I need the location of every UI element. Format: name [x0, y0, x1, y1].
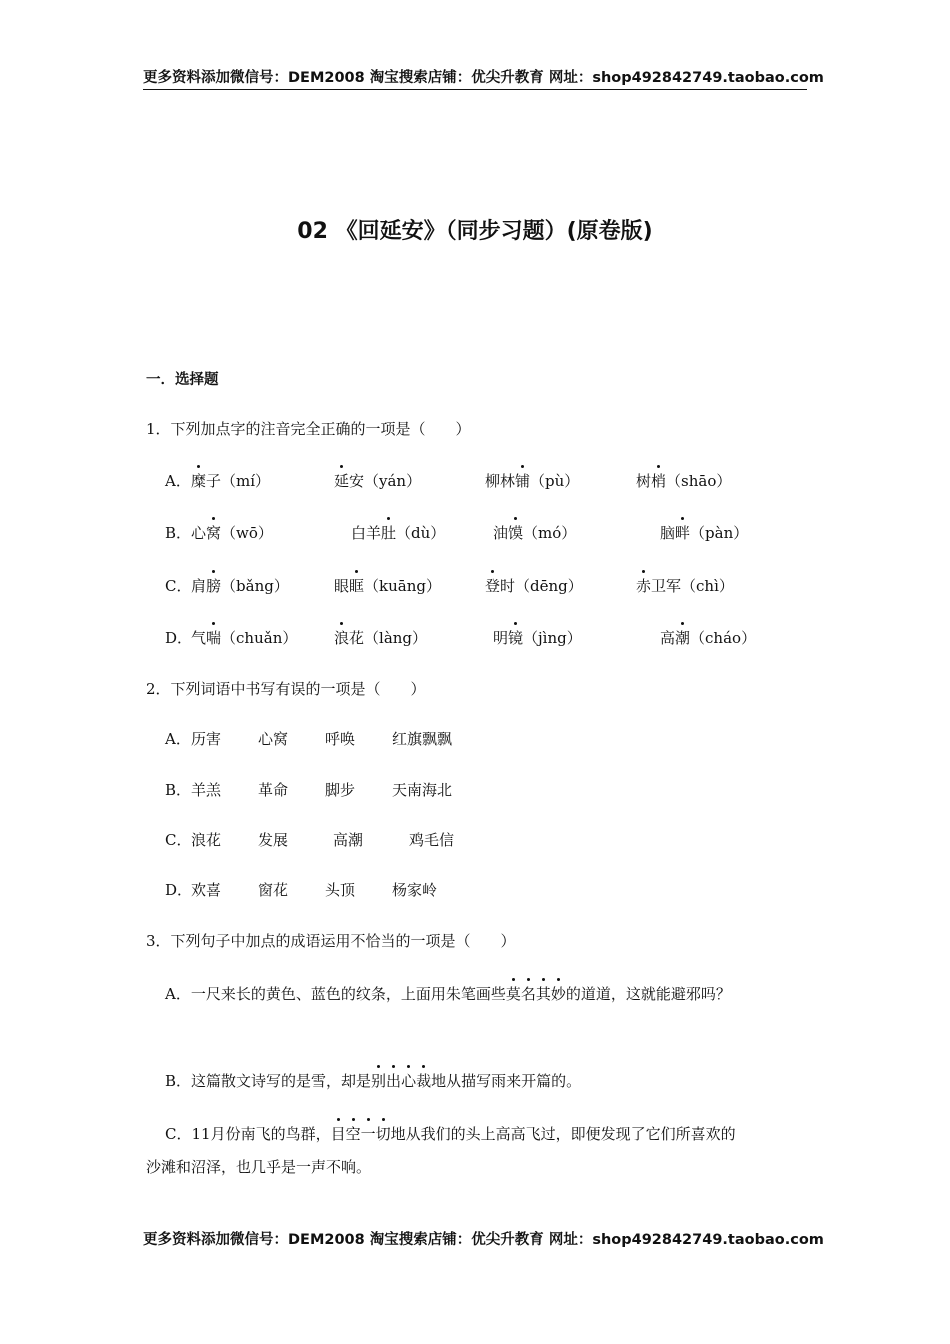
pinyin-choice: [191, 576, 289, 596]
choice-text: （mó）: [523, 524, 577, 542]
pinyin-choice: [191, 523, 273, 543]
question-1-stem: 1．下列加点字的注音完全正确的一项是（ ）: [146, 420, 471, 438]
choice-text: （dù）: [396, 524, 446, 542]
dotted-char: 一: [360, 1125, 376, 1143]
option-c-text-after: 地从我们的头上高高飞过，即便发现了它们所喜欢的: [390, 1125, 736, 1143]
choice-text: （wō）: [221, 524, 273, 542]
option-c-text-before: C．11月份南飞的鸟群，: [165, 1125, 331, 1143]
dotted-char: 膀: [206, 577, 222, 595]
option-b-text-after: 地从描写雨来开篇的。: [431, 1072, 582, 1090]
pinyin-choice: [351, 523, 445, 543]
section-heading: 一．选择题: [146, 372, 219, 388]
choice-text: 卫军（chì）: [651, 577, 734, 595]
pinyin-choice: [191, 628, 297, 648]
word-choice: 天南海北: [392, 781, 453, 799]
option-label: C．: [165, 831, 192, 849]
word-choice: 窗花: [258, 881, 289, 899]
option-b-text-before: B．这篇散文诗写的是雪，却是: [165, 1072, 372, 1090]
word-choice: 杨家岭: [392, 881, 438, 899]
word-choice: 心窝: [258, 730, 289, 748]
option-a-text-before: A．一尺来长的黄色、蓝色的纹条，上面用朱笔画些: [165, 985, 506, 1003]
choice-text: 白羊: [351, 524, 382, 542]
choice-text: 树: [636, 472, 652, 490]
dotted-char: 梢: [651, 472, 667, 490]
pinyin-choice: [334, 576, 441, 596]
option-label: A．: [165, 472, 191, 490]
dotted-char: 馍: [508, 524, 524, 542]
dotted-char: 心: [401, 1072, 417, 1090]
word-choice: 发展: [258, 831, 289, 849]
word-choice: 头顶: [325, 881, 356, 899]
option-label: C．: [165, 577, 192, 595]
choice-text: （shāo）: [666, 472, 732, 490]
question-3-option-b: [165, 1071, 581, 1091]
question-3-option-a: [165, 984, 731, 1004]
dotted-char: 畔: [675, 524, 691, 542]
dotted-char: 喘: [206, 629, 222, 647]
dotted-char: 妙: [550, 985, 566, 1003]
pinyin-choice: [660, 628, 756, 648]
dotted-char: 名: [520, 985, 536, 1003]
pinyin-choice: [493, 523, 576, 543]
dotted-char: 切: [375, 1125, 391, 1143]
dotted-char: 目: [330, 1125, 346, 1143]
word-choice: 脚步: [325, 781, 356, 799]
dotted-char: 裁: [416, 1072, 432, 1090]
choice-text: 时（dēng）: [500, 577, 583, 595]
choice-text: 眼: [334, 577, 350, 595]
choice-text: （cháo）: [690, 629, 757, 647]
question-3-option-c: [165, 1124, 736, 1144]
word-choice: 鸡毛信: [409, 831, 455, 849]
pinyin-choice: [485, 471, 579, 491]
choice-text: （bǎng）: [221, 577, 289, 595]
choice-text: （pàn）: [690, 524, 749, 542]
dotted-char: 铺: [515, 472, 531, 490]
document-title: 02 《回延安》（同步习题）(原卷版): [297, 219, 653, 244]
dotted-char: 窝: [206, 524, 222, 542]
question-3-stem: 3．下列句子中加点的成语运用不恰当的一项是（ ）: [146, 932, 516, 950]
choice-text: 肩: [191, 577, 207, 595]
pinyin-choice: [485, 576, 583, 596]
dotted-char: 赤: [636, 577, 652, 595]
dotted-char: 别: [371, 1072, 387, 1090]
dotted-char: 空: [345, 1125, 361, 1143]
dotted-char: 延: [334, 472, 350, 490]
word-choice: 欢喜: [191, 881, 222, 899]
word-choice: 羊羔: [191, 781, 222, 799]
dotted-char: 眶: [349, 577, 365, 595]
choice-text: 心: [191, 524, 207, 542]
dotted-char: 镜: [508, 629, 524, 647]
choice-text: 气: [191, 629, 207, 647]
option-label: D．: [165, 881, 193, 899]
question-2-stem: 2．下列词语中书写有误的一项是（ ）: [146, 680, 426, 698]
option-label: B．: [165, 781, 192, 799]
dotted-char: 潮: [675, 629, 691, 647]
pinyin-choice: [636, 471, 731, 491]
option-a-text-after: 的道道，这就能避邪吗？: [565, 985, 731, 1003]
choice-text: 高: [660, 629, 676, 647]
choice-text: （jìng）: [523, 629, 582, 647]
choice-text: 子（mí）: [206, 472, 271, 490]
dotted-char: 肚: [381, 524, 397, 542]
dotted-char: 登: [485, 577, 501, 595]
pinyin-choice: [493, 628, 582, 648]
word-choice: 历害: [191, 730, 222, 748]
choice-text: （pù）: [530, 472, 580, 490]
pinyin-choice: [660, 523, 748, 543]
page-header: 更多资料添加微信号：DEM2008 淘宝搜索店铺：优尖升教育 网址：shop492842749.taobao.com: [143, 70, 824, 86]
word-choice: 呼唤: [325, 730, 356, 748]
word-choice: 高潮: [333, 831, 364, 849]
choice-text: 柳林: [485, 472, 516, 490]
dotted-char: 其: [535, 985, 551, 1003]
pinyin-choice: [334, 471, 421, 491]
choice-text: （chuǎn）: [221, 629, 298, 647]
word-choice: 革命: [258, 781, 289, 799]
pinyin-choice: [334, 628, 427, 648]
choice-text: 明: [493, 629, 509, 647]
question-3-option-c-continued: 沙滩和沼泽，也几乎是一声不响。: [146, 1158, 372, 1176]
page-footer: 更多资料添加微信号：DEM2008 淘宝搜索店铺：优尖升教育 网址：shop492842749.taobao.com: [143, 1232, 824, 1248]
dotted-char: 浪: [334, 629, 350, 647]
dotted-char: 出: [386, 1072, 402, 1090]
word-choice: 红旗飘飘: [392, 730, 453, 748]
pinyin-choice: [636, 576, 734, 596]
choice-text: 安（yán）: [349, 472, 422, 490]
option-label: B．: [165, 524, 192, 542]
word-choice: 浪花: [191, 831, 222, 849]
option-label: D．: [165, 629, 193, 647]
dotted-char: 糜: [191, 472, 207, 490]
pinyin-choice: [191, 471, 270, 491]
choice-text: 花（làng）: [349, 629, 428, 647]
header-divider: [143, 89, 807, 90]
choice-text: （kuāng）: [364, 577, 441, 595]
choice-text: 油: [493, 524, 509, 542]
choice-text: 脑: [660, 524, 676, 542]
dotted-char: 莫: [505, 985, 521, 1003]
option-label: A．: [165, 730, 191, 748]
